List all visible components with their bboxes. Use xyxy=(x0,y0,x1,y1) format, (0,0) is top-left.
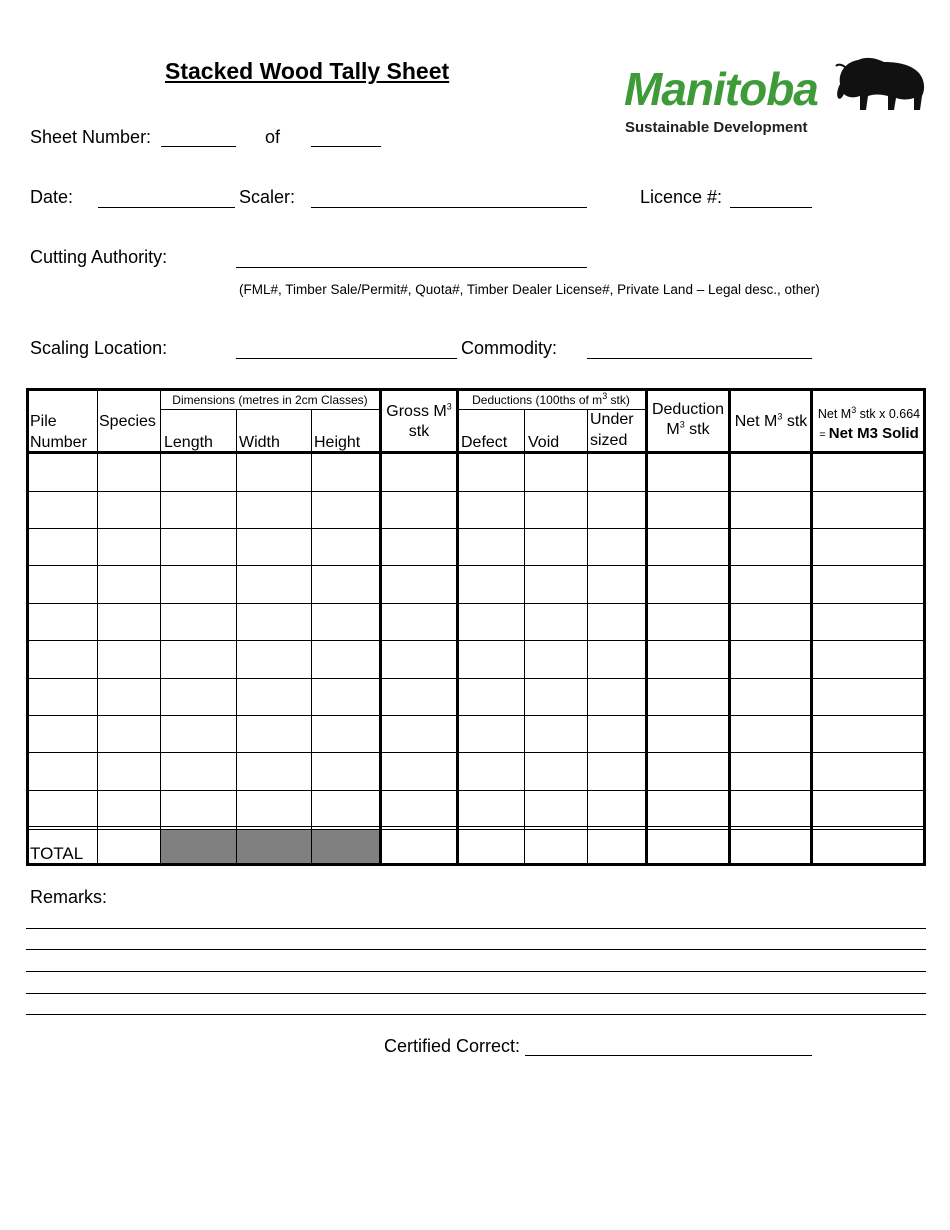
remarks-line-5[interactable] xyxy=(26,1014,926,1015)
of-label: of xyxy=(265,127,281,147)
header-species: Species xyxy=(99,413,156,430)
scaler-field[interactable] xyxy=(311,207,587,208)
sheet-number-label: Sheet Number: xyxy=(30,127,152,147)
header-pile: Pile xyxy=(30,413,57,430)
tally-table xyxy=(26,388,926,866)
scaling-location-label: Scaling Location: xyxy=(30,338,168,358)
total-label: TOTAL xyxy=(30,844,84,863)
header-length: Length xyxy=(164,434,213,451)
header-deductions-group: Deductions (100ths of $m^3$ stk) xyxy=(472,391,630,407)
licence-label: Licence #: xyxy=(640,187,723,207)
remarks-line-4[interactable] xyxy=(26,993,926,994)
commodity-label: Commodity: xyxy=(461,338,558,358)
header-deduction-total: Deduction $M^3$ stk xyxy=(651,401,725,438)
licence-field[interactable] xyxy=(730,207,812,208)
date-field[interactable] xyxy=(98,207,235,208)
total-dimensions-shaded xyxy=(161,830,380,863)
scaler-label: Scaler: xyxy=(239,187,296,207)
header-sized: sized xyxy=(590,432,628,449)
commodity-field[interactable] xyxy=(587,358,812,359)
header-net-stacked: Net $M^3$ stk xyxy=(734,411,808,430)
header-height: Height xyxy=(314,434,361,451)
sheet-total-field[interactable] xyxy=(311,146,381,147)
header-defect: Defect xyxy=(461,434,508,451)
sheet-number-field[interactable] xyxy=(161,146,236,147)
header-net-solid: Net $M^3$ stk x 0.664 = Net M3 Solid xyxy=(817,404,921,442)
header-void: Void xyxy=(528,434,560,451)
cutting-authority-note: (FML#, Timber Sale/Permit#, Quota#, Timber Dealer License#, Private Land – Legal desc., other) xyxy=(239,282,820,297)
logo-subtitle: Sustainable Development xyxy=(625,119,808,136)
header-pile-number: Number xyxy=(30,434,87,451)
header-under: Under xyxy=(590,411,634,428)
header-width: Width xyxy=(239,434,280,451)
cutting-authority-label: Cutting Authority: xyxy=(30,247,168,267)
bison-icon xyxy=(832,54,930,116)
remarks-line-3[interactable] xyxy=(26,971,926,972)
certified-label: Certified Correct: xyxy=(384,1036,521,1056)
header-gross: Gross $M^3$ stk xyxy=(386,401,452,440)
remarks-line-2[interactable] xyxy=(26,949,926,950)
logo-wordmark: Manitoba xyxy=(624,63,818,115)
certified-signature-field[interactable] xyxy=(525,1055,812,1056)
remarks-line-1[interactable] xyxy=(26,928,926,929)
remarks-label: Remarks: xyxy=(30,887,108,907)
form-title: Stacked Wood Tally Sheet xyxy=(165,58,450,84)
header-dimensions-group: Dimensions (metres in 2cm Classes) xyxy=(172,393,368,407)
date-label: Date: xyxy=(30,187,74,207)
cutting-authority-field[interactable] xyxy=(236,267,587,268)
scaling-location-field[interactable] xyxy=(236,358,457,359)
